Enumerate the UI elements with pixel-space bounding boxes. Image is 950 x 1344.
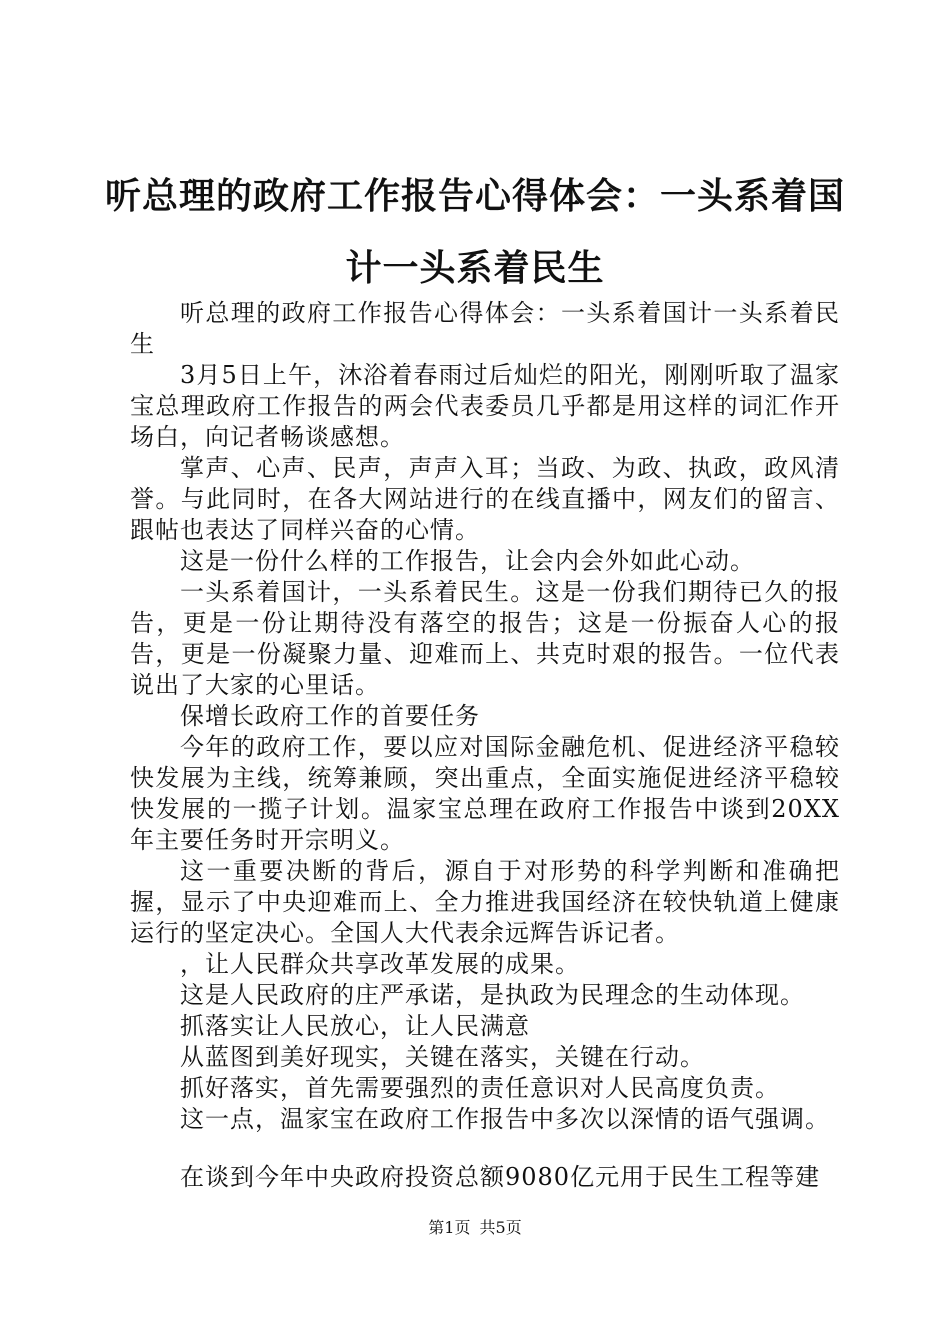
paragraph: 今年的政府工作，要以应对国际金融危机、促进经济平稳较快发展为主线，统筹兼顾，突出重点，全面实施促进经济平稳较快发展的一揽子计划。温家宝总理在政府工作报告中谈到20XX年主要任务时开宗明义。 <box>130 733 840 854</box>
paragraph: 一头系着国计，一头系着民生。这是一份我们期待已久的报告，更是一份让期待没有落空的报告；这是一份振奋人心的报告，更是一份凝聚力量、迎难而上、共克时艰的报告。一位代表说出了大家的心里话。 <box>130 578 840 699</box>
document-title <box>100 160 850 304</box>
paragraph: 从蓝图到美好现实，关键在落实，关键在行动。 <box>180 1043 705 1071</box>
paragraph: 这是人民政府的庄严承诺，是执政为民理念的生动体现。 <box>180 981 805 1009</box>
section-heading: 抓落实让人民放心，让人民满意 <box>180 1012 530 1040</box>
paragraph: 在谈到今年中央政府投资总额9080亿元用于民生工程等建 <box>180 1163 821 1191</box>
paragraph: 抓好落实，首先需要强烈的责任意识对人民高度负责。 <box>180 1074 780 1102</box>
paragraph: 听总理的政府工作报告心得体会：一头系着国计一头系着民生 <box>130 299 840 358</box>
paragraph: 3月5日上午，沐浴着春雨过后灿烂的阳光，刚刚听取了温家宝总理政府工作报告的两会代表委员几乎都是用这样的词汇作开场白，向记者畅谈感想。 <box>130 361 840 451</box>
paragraph: 这一重要决断的背后，源自于对形势的科学判断和准确把握，显示了中央迎难而上、全力推进我国经济在较快轨道上健康运行的坚定决心。全国人大代表余远辉告诉记者。 <box>130 857 840 947</box>
page-total: 共5页 <box>479 1218 522 1237</box>
document-body <box>130 298 840 1193</box>
page-number: 第1页 <box>428 1218 471 1237</box>
paragraph: ，让人民群众共享改革发展的成果。 <box>180 950 580 978</box>
paragraph: 掌声、心声、民声，声声入耳；当政、为政、执政，政风清誉。与此同时，在各大网站进行的在线直播中，网友们的留言、跟帖也表达了同样兴奋的心情。 <box>130 454 840 544</box>
title-line-2: 计一头系着民生 <box>345 247 605 289</box>
paragraph: 这是一份什么样的工作报告，让会内会外如此心动。 <box>180 547 755 575</box>
paragraph: 这一点，温家宝在政府工作报告中多次以深情的语气强调。 <box>180 1105 830 1133</box>
title-line-1: 听总理的政府工作报告心得体会：一头系着国 <box>104 175 845 217</box>
section-heading: 保增长政府工作的首要任务 <box>180 702 480 730</box>
page-footer <box>0 1218 950 1238</box>
